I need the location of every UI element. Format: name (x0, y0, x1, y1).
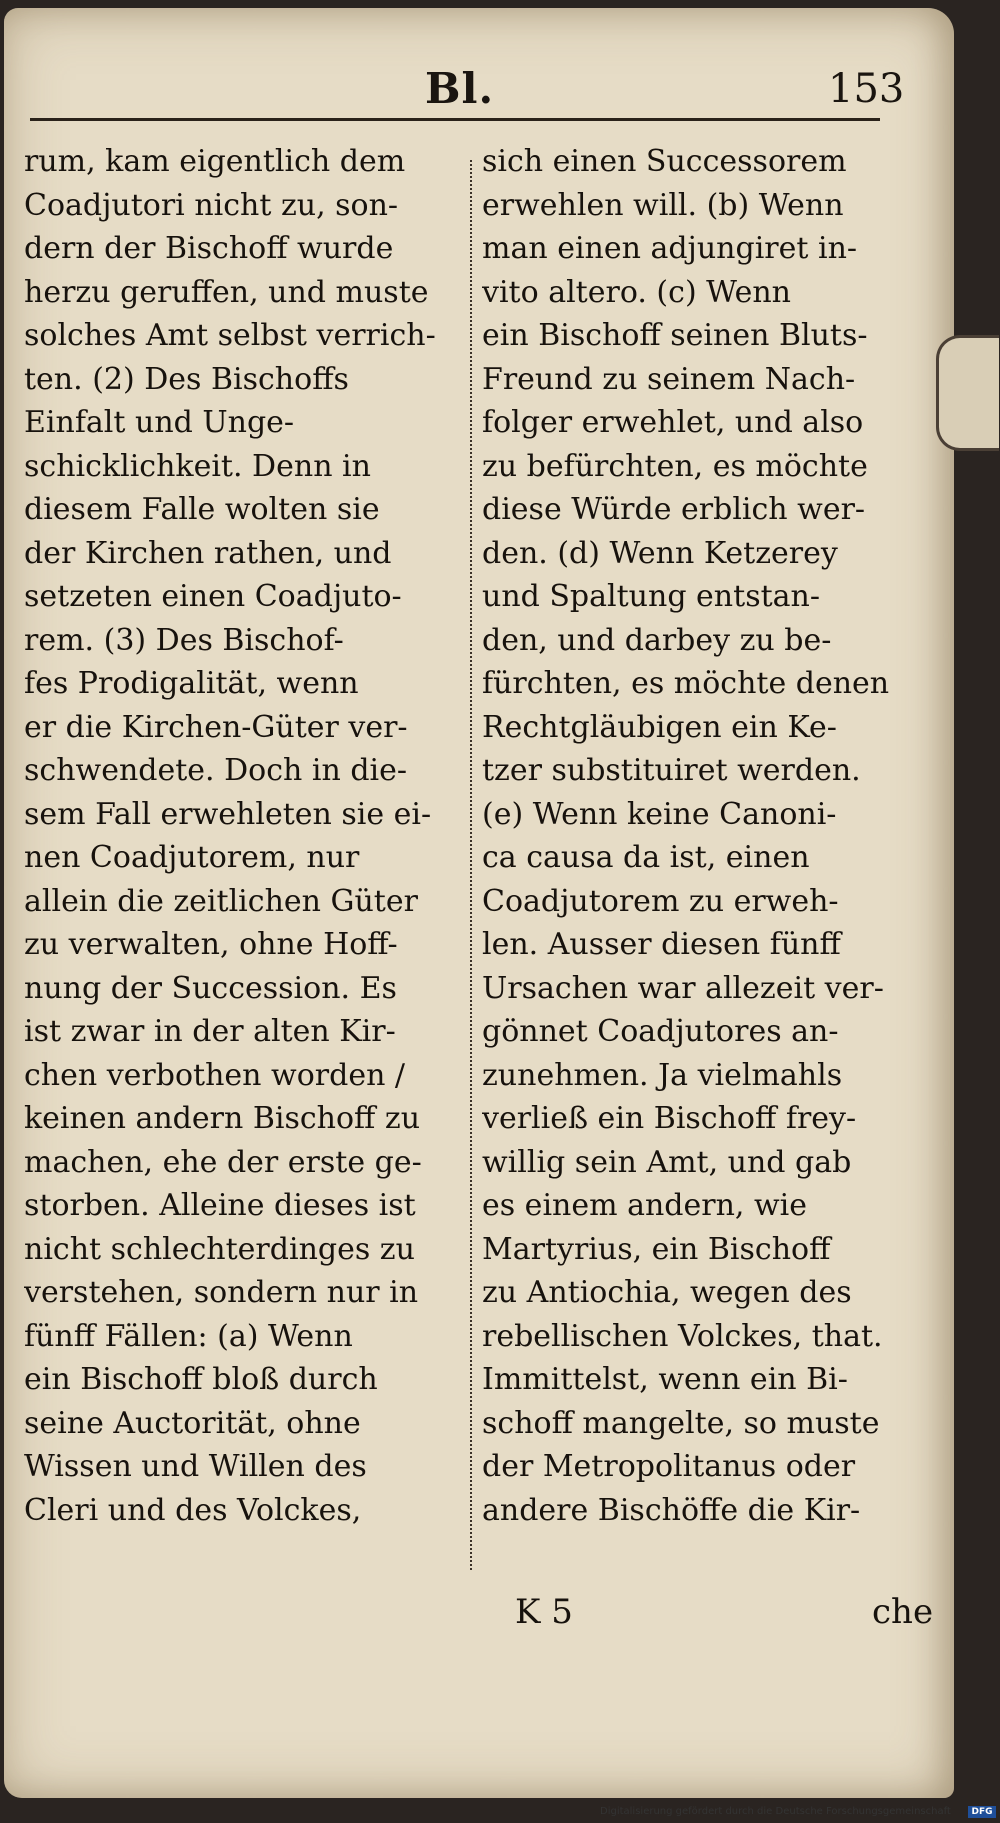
text-line: keinen andern Bischoff zu (24, 1101, 421, 1136)
text-line: herzu geruffen, und muste (24, 274, 429, 310)
text-line: nung der Succession. Es (24, 970, 397, 1006)
text-line: fürchten, es möchte denen (482, 666, 890, 701)
text-line: zu Antiochia, wegen des (482, 1275, 852, 1310)
text-line: zu befürchten, es möchte (482, 448, 868, 484)
text-line: rebellischen Volckes, that. (482, 1318, 883, 1354)
text-line: Cleri und des Volckes, (24, 1492, 362, 1528)
text-line: den. (d) Wenn Ketzerey (482, 535, 838, 571)
text-line: willig sein Amt, und gab (482, 1144, 852, 1180)
text-line: (e) Wenn keine Canoni- (482, 796, 837, 832)
running-head: Bl. (425, 64, 495, 113)
text-line: folger erwehlet, und also (482, 405, 864, 440)
text-line: es einem andern, wie (482, 1188, 808, 1223)
page-number: 153 (828, 66, 905, 112)
text-line: ten. (2) Des Bischoffs (24, 361, 349, 397)
signature-mark: K 5 (515, 1592, 573, 1632)
text-line: Rechtgläubigen ein Ke- (482, 709, 837, 745)
text-line: sem Fall erwehleten sie ei- (24, 796, 432, 832)
text-line: der Kirchen rathen, und (24, 535, 392, 571)
text-line: Wissen und Willen des (24, 1449, 367, 1484)
text-line: Ursachen war allezeit ver- (482, 970, 884, 1006)
text-line: Martyrius, ein Bischoff (482, 1231, 831, 1267)
text-line: diese Würde erblich wer- (482, 492, 866, 527)
catchword: che (872, 1592, 934, 1632)
text-line: ca causa da ist, einen (482, 840, 810, 875)
text-line: fes Prodigalität, wenn (24, 666, 359, 701)
text-line: len. Ausser diesen fünff (482, 927, 841, 962)
text-line: rum, kam eigentlich dem (24, 144, 406, 179)
text-line: ein Bischoff seinen Bluts- (482, 318, 868, 353)
text-line: Freund zu seinem Nach- (482, 361, 856, 397)
text-line: erwehlen will. (b) Wenn (482, 187, 844, 223)
text-line: Coadjutorem zu erweh- (482, 883, 839, 919)
text-line: allein die zeitlichen Güter (24, 883, 418, 919)
text-line: vito altero. (c) Wenn (482, 274, 791, 310)
text-line: man einen adjungiret in- (482, 231, 858, 266)
text-line: fünff Fällen: (a) Wenn (24, 1318, 353, 1354)
text-line: nicht schlechterdinges zu (24, 1231, 415, 1267)
text-line: dern der Bischoff wurde (24, 231, 394, 266)
text-line: ein Bischoff bloß durch (24, 1362, 378, 1397)
text-line: zu verwalten, ohne Hoff- (24, 927, 398, 962)
text-line: schicklichkeit. Denn in (24, 448, 371, 484)
page-tab-marker (936, 335, 999, 451)
text-line: diesem Falle wolten sie (24, 492, 380, 527)
text-line: Coadjutori nicht zu, son- (24, 187, 399, 223)
text-line: Immittelst, wenn ein Bi- (482, 1362, 848, 1397)
text-line: den, und darbey zu be- (482, 622, 832, 658)
text-line: nen Coadjutorem, nur (24, 840, 360, 875)
text-line: verließ ein Bischoff frey- (482, 1101, 857, 1136)
digitization-credit: Digitalisierung gefördert durch die Deutsche Forschungsgemeinschaft (600, 1806, 951, 1817)
text-line: andere Bischöffe die Kir- (482, 1492, 861, 1528)
text-line: sich einen Successorem (482, 144, 847, 179)
text-line: seine Auctorität, ohne (24, 1405, 361, 1441)
text-line: zunehmen. Ja vielmahls (482, 1057, 843, 1093)
text-line: schoff mangelte, so muste (482, 1405, 880, 1441)
text-line: Einfalt und Unge- (24, 405, 295, 440)
text-line: verstehen, sondern nur in (24, 1275, 419, 1310)
dfg-logo: DFG (968, 1806, 996, 1818)
text-line: chen verbothen worden / (24, 1057, 406, 1093)
text-line: ist zwar in der alten Kir- (24, 1014, 396, 1049)
text-line: schwendete. Doch in die- (24, 753, 408, 788)
text-line: und Spaltung entstan- (482, 579, 820, 614)
text-line: machen, ehe der erste ge- (24, 1144, 422, 1180)
text-line: der Metropolitanus oder (482, 1449, 856, 1484)
text-line: setzeten einen Coadjuto- (24, 579, 402, 614)
text-line: rem. (3) Des Bischof- (24, 622, 344, 658)
text-line: storben. Alleine dieses ist (24, 1188, 416, 1223)
text-line: solches Amt selbst verrich- (24, 318, 436, 353)
header-rule (30, 118, 880, 121)
right-column (482, 140, 892, 1532)
text-line: tzer substituiret werden. (482, 753, 861, 788)
text-line: gönnet Coadjutores an- (482, 1014, 839, 1049)
text-line: er die Kirchen-Güter ver- (24, 709, 408, 745)
left-column (24, 140, 472, 1532)
